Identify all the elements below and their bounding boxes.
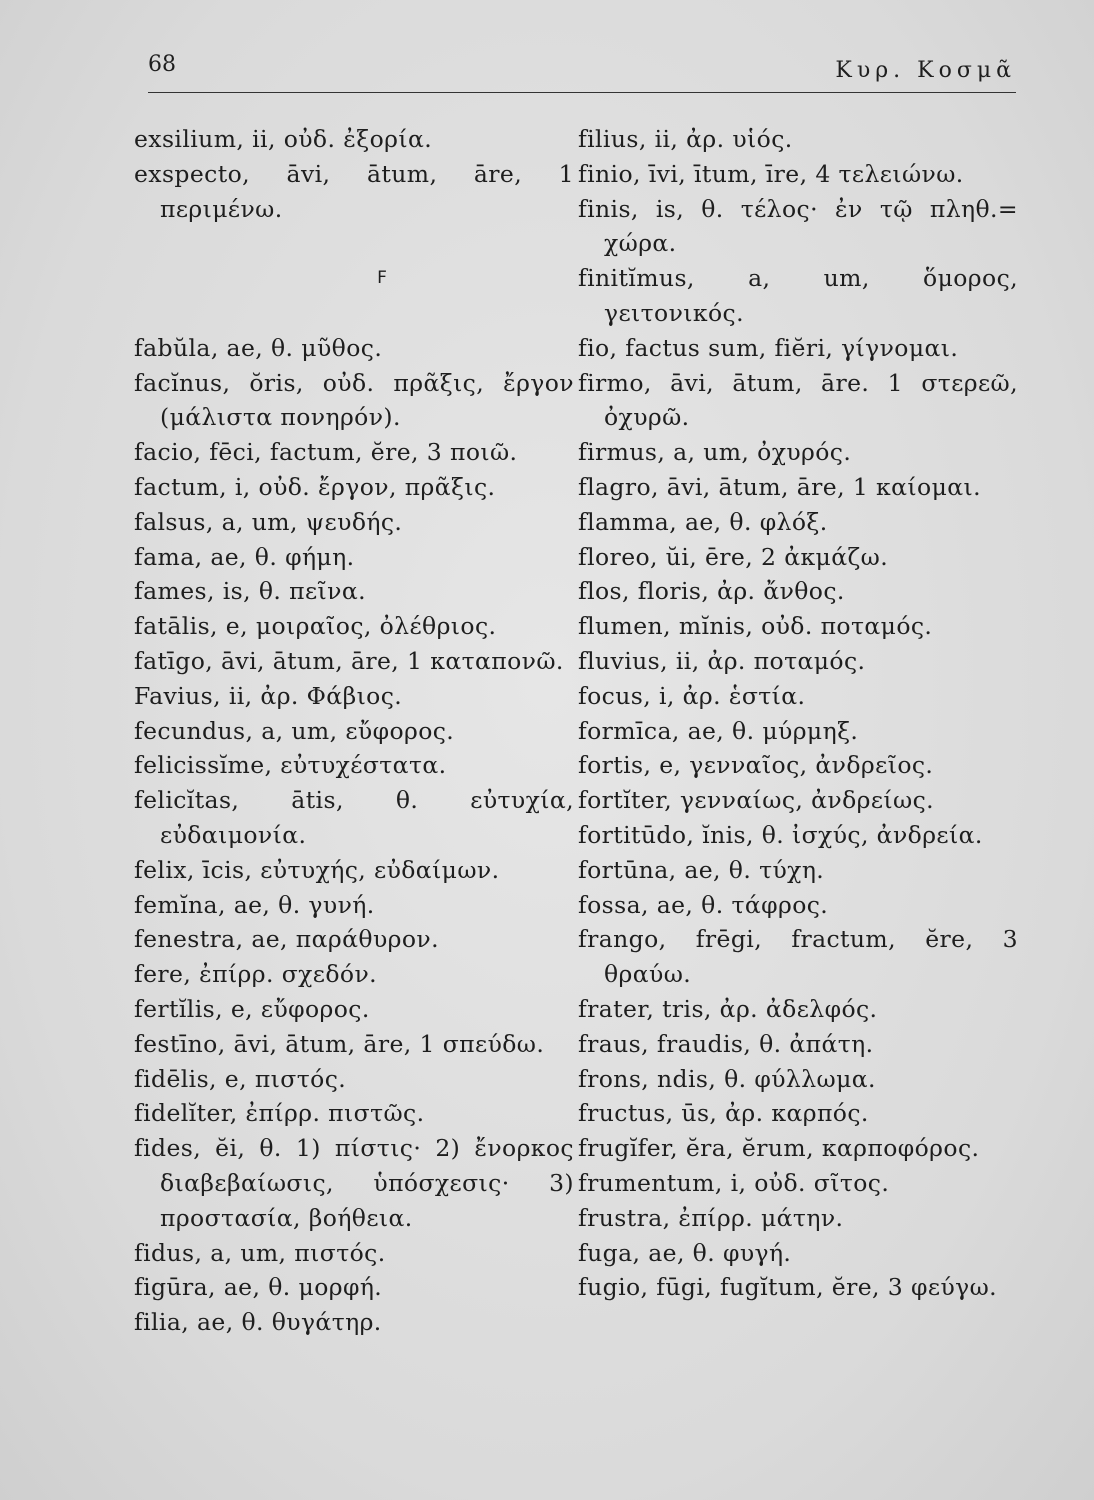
dictionary-entry: fortĭter, γενναίως, ἀνδρείως.	[578, 786, 935, 815]
dictionary-entry: frumentum, i, οὐδ. σῖτος.	[578, 1168, 890, 1197]
dictionary-entry: fraus, fraudis, θ. ἀπάτη.	[578, 1029, 874, 1058]
dictionary-entry: frater, tris, ἀρ. ἀδελφός.	[578, 994, 878, 1023]
dictionary-entry: fio, factus sum, fiĕri, γίγνομαι.	[578, 333, 959, 362]
dictionary-entry: finio, īvi, ītum, īre, 4 τελειώνω.	[578, 159, 964, 188]
dictionary-entry: felix, īcis, εὐτυχής, εὐδαίμων.	[134, 855, 500, 884]
section-letter: F	[377, 268, 387, 289]
page-number: 68	[148, 52, 176, 77]
dictionary-entry: filia, ae, θ. θυγάτηρ.	[134, 1308, 382, 1337]
running-head	[148, 48, 1016, 93]
dictionary-entry: flumen, mĭnis, οὐδ. ποταμός.	[578, 612, 933, 641]
header-author: Κυρ. Κοσμᾶ	[835, 58, 1016, 83]
dictionary-entry: flamma, ae, θ. φλόξ.	[578, 507, 828, 536]
dictionary-entry: frugĭfer, ĕra, ĕrum, καρποφόρος.	[578, 1134, 980, 1163]
dictionary-entry: felicĭtas, ātis, θ. εὐτυχία, εὐδαιμονία.	[134, 786, 574, 849]
dictionary-entry: fatālis, e, μοιραῖος, ὀλέθριος.	[134, 612, 497, 641]
dictionary-entry: femĭna, ae, θ. γυνή.	[134, 890, 375, 919]
dictionary-entry: fere, ἐπίρρ. σχεδόν.	[134, 960, 378, 989]
dictionary-entry: fabŭla, ae, θ. μῦθος.	[134, 333, 383, 362]
dictionary-entry: figūra, ae, θ. μορφή.	[134, 1273, 383, 1302]
dictionary-entry: exspecto, āvi, ātum, āre, 1 περιμένω.	[134, 159, 574, 223]
dictionary-entry: fecundus, a, um, εὔφορος.	[134, 716, 455, 745]
dictionary-entry: Favius, ii, ἀρ. Φάβιος.	[134, 681, 403, 710]
dictionary-entry: fatīgo, āvi, ātum, āre, 1 καταπονῶ.	[134, 646, 564, 675]
dictionary-entry: felicissĭme, εὐτυχέστατα.	[134, 751, 447, 780]
dictionary-entry: fortis, e, γενναῖος, ἀνδρεῖος.	[578, 751, 934, 780]
dictionary-entry: frango, frēgi, fractum, ĕre, 3 θραύω.	[578, 925, 1018, 989]
dictionary-entry: facio, fēci, factum, ĕre, 3 ποιῶ.	[134, 438, 518, 467]
dictionary-entry: facĭnus, ŏris, οὐδ. πρᾶξις, ἔργον (μάλιστα πονηρόν).	[134, 368, 574, 432]
dictionary-entry: fortitūdo, ĭnis, θ. ἰσχύς, ἀνδρεία.	[578, 820, 983, 849]
dictionary-entry: firmo, āvi, ātum, āre. 1 στερεῶ, ὀχυρῶ.	[578, 368, 1018, 432]
dictionary-entry: flagro, āvi, ātum, āre, 1 καίομαι.	[578, 472, 982, 501]
dictionary-entry: filius, ii, ἀρ. υἱός.	[578, 125, 793, 153]
dictionary-entry: flos, floris, ἀρ. ἄνθος.	[578, 577, 845, 606]
dictionary-entry: factum, i, οὐδ. ἔργον, πρᾶξις.	[134, 472, 496, 501]
left-column	[134, 122, 574, 1340]
dictionary-entry: firmus, a, um, ὀχυρός.	[578, 438, 852, 467]
dictionary-entry: fluvius, ii, ἀρ. ποταμός.	[578, 646, 866, 675]
dictionary-entry: fenestra, ae, παράθυρον.	[134, 925, 439, 954]
dictionary-entry: fides, ĕi, θ. 1) πίστις· 2) ἔνορκος διαβεβαίωσις, ὑπόσχεσις· 3) προστασία, βοήθεια.	[134, 1134, 574, 1232]
dictionary-entry: fortūna, ae, θ. τύχη.	[578, 855, 825, 884]
dictionary-entry: exsilium, ii, οὐδ. ἐξορία.	[134, 125, 433, 153]
dictionary-entry: fidēlis, e, πιστός.	[134, 1064, 347, 1093]
dictionary-entry: fugio, fūgi, fugĭtum, ĕre, 3 φεύγω.	[578, 1273, 998, 1302]
dictionary-entry: frustra, ἐπίρρ. μάτην.	[578, 1203, 844, 1232]
dictionary-entry: frons, ndis, θ. φύλλωμα.	[578, 1064, 876, 1093]
dictionary-entry: fama, ae, θ. φήμη.	[134, 542, 355, 571]
dictionary-entry: floreo, ŭi, ēre, 2 ἀκμάζω.	[578, 542, 889, 571]
dictionary-entry: fidus, a, um, πιστός.	[134, 1238, 386, 1267]
dictionary-entry: fames, is, θ. πεῖνα.	[134, 577, 366, 606]
dictionary-entry: formīca, ae, θ. μύρμηξ.	[578, 716, 859, 745]
dictionary-entry: festīno, āvi, ātum, āre, 1 σπεύδω.	[134, 1029, 545, 1058]
dictionary-entry: fuga, ae, θ. φυγή.	[578, 1238, 792, 1267]
dictionary-entry: fructus, ūs, ἀρ. καρπός.	[578, 1099, 869, 1128]
dictionary-entry: fertĭlis, e, εὔφορος.	[134, 994, 370, 1023]
right-column	[578, 122, 1018, 1305]
dictionary-entry: finitĭmus, a, um, ὅμορος, γειτονικός.	[578, 264, 1018, 327]
dictionary-entry: fidelĭter, ἐπίρρ. πιστῶς.	[134, 1099, 425, 1128]
dictionary-entry: fossa, ae, θ. τάφρος.	[578, 890, 829, 919]
dictionary-entry: focus, i, ἀρ. ἑστία.	[578, 681, 806, 710]
dictionary-entry: falsus, a, um, ψευδής.	[134, 507, 403, 536]
dictionary-entry: finis, is, θ. τέλος· ἐν τῷ πληθ.= χώρα.	[578, 194, 1018, 258]
